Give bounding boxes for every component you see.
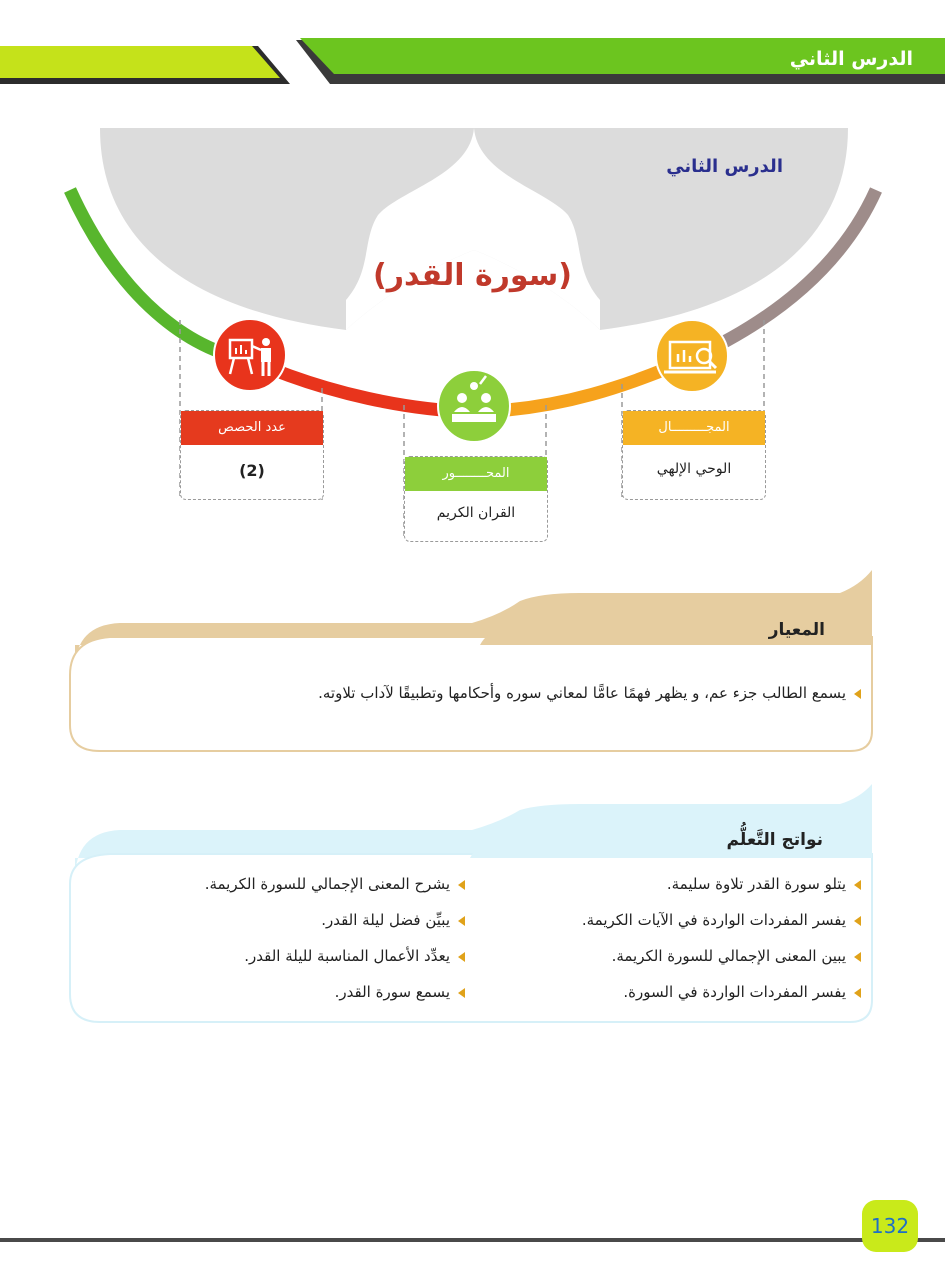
outcome-item: يبيِّن فضل ليلة القدر. xyxy=(125,902,465,938)
domain-box xyxy=(622,410,766,500)
monitor-chart-icon xyxy=(656,320,728,392)
classes-label: عدد الحصص xyxy=(181,411,323,445)
standard-text: يسمع الطالب جزء عم، و يظهر فهمًا عامًّا لمعاني سوره وأحكامها وتطبيقًا لآداب تلاوته. xyxy=(318,684,846,702)
group-icon xyxy=(438,370,510,442)
outcomes-right-column xyxy=(491,866,861,1010)
standard-frame xyxy=(60,565,890,765)
outcomes-left-column xyxy=(125,866,465,1010)
classes-box xyxy=(180,410,324,500)
header-title: الدرس الثاني xyxy=(789,48,913,70)
surah-title: (سورة القدر) xyxy=(373,258,572,293)
outcome-item: يفسر المفردات الواردة في السورة. xyxy=(491,974,861,1010)
domain-label: المجـــــــــال xyxy=(623,411,765,445)
axis-label: المحــــــــور xyxy=(405,457,547,491)
outcome-item: يتلو سورة القدر تلاوة سليمة. xyxy=(491,866,861,902)
footer-rule xyxy=(0,1238,945,1242)
bullet-icon xyxy=(458,952,465,962)
bullet-icon xyxy=(458,916,465,926)
bullet-icon xyxy=(458,988,465,998)
bullet-icon xyxy=(854,916,861,926)
lesson-label: الدرس الثاني xyxy=(666,156,783,177)
axis-box xyxy=(404,456,548,542)
axis-value: القران الكريم xyxy=(436,505,516,521)
outcome-item: يفسر المفردات الواردة في الآيات الكريمة. xyxy=(491,902,861,938)
bullet-icon xyxy=(854,988,861,998)
outcome-item: يبين المعنى الإجمالي للسورة الكريمة. xyxy=(491,938,861,974)
bullet-icon xyxy=(854,689,861,699)
bullet-icon xyxy=(458,880,465,890)
outcome-item: يسمع سورة القدر. xyxy=(125,974,465,1010)
outcome-item: يعدِّد الأعمال المناسبة لليلة القدر. xyxy=(125,938,465,974)
presentation-icon xyxy=(214,319,286,391)
standard-heading: المعيار xyxy=(768,620,825,640)
classes-value: (2) xyxy=(239,461,265,480)
bullet-icon xyxy=(854,880,861,890)
outcome-item: يشرح المعنى الإجمالي للسورة الكريمة. xyxy=(125,866,465,902)
standard-item xyxy=(101,680,861,706)
bullet-icon xyxy=(854,952,861,962)
domain-value: الوحي الإلهي xyxy=(656,461,732,477)
page-number: 132 xyxy=(862,1200,918,1252)
outcomes-heading: نواتج التَّعلُّم xyxy=(726,830,823,850)
